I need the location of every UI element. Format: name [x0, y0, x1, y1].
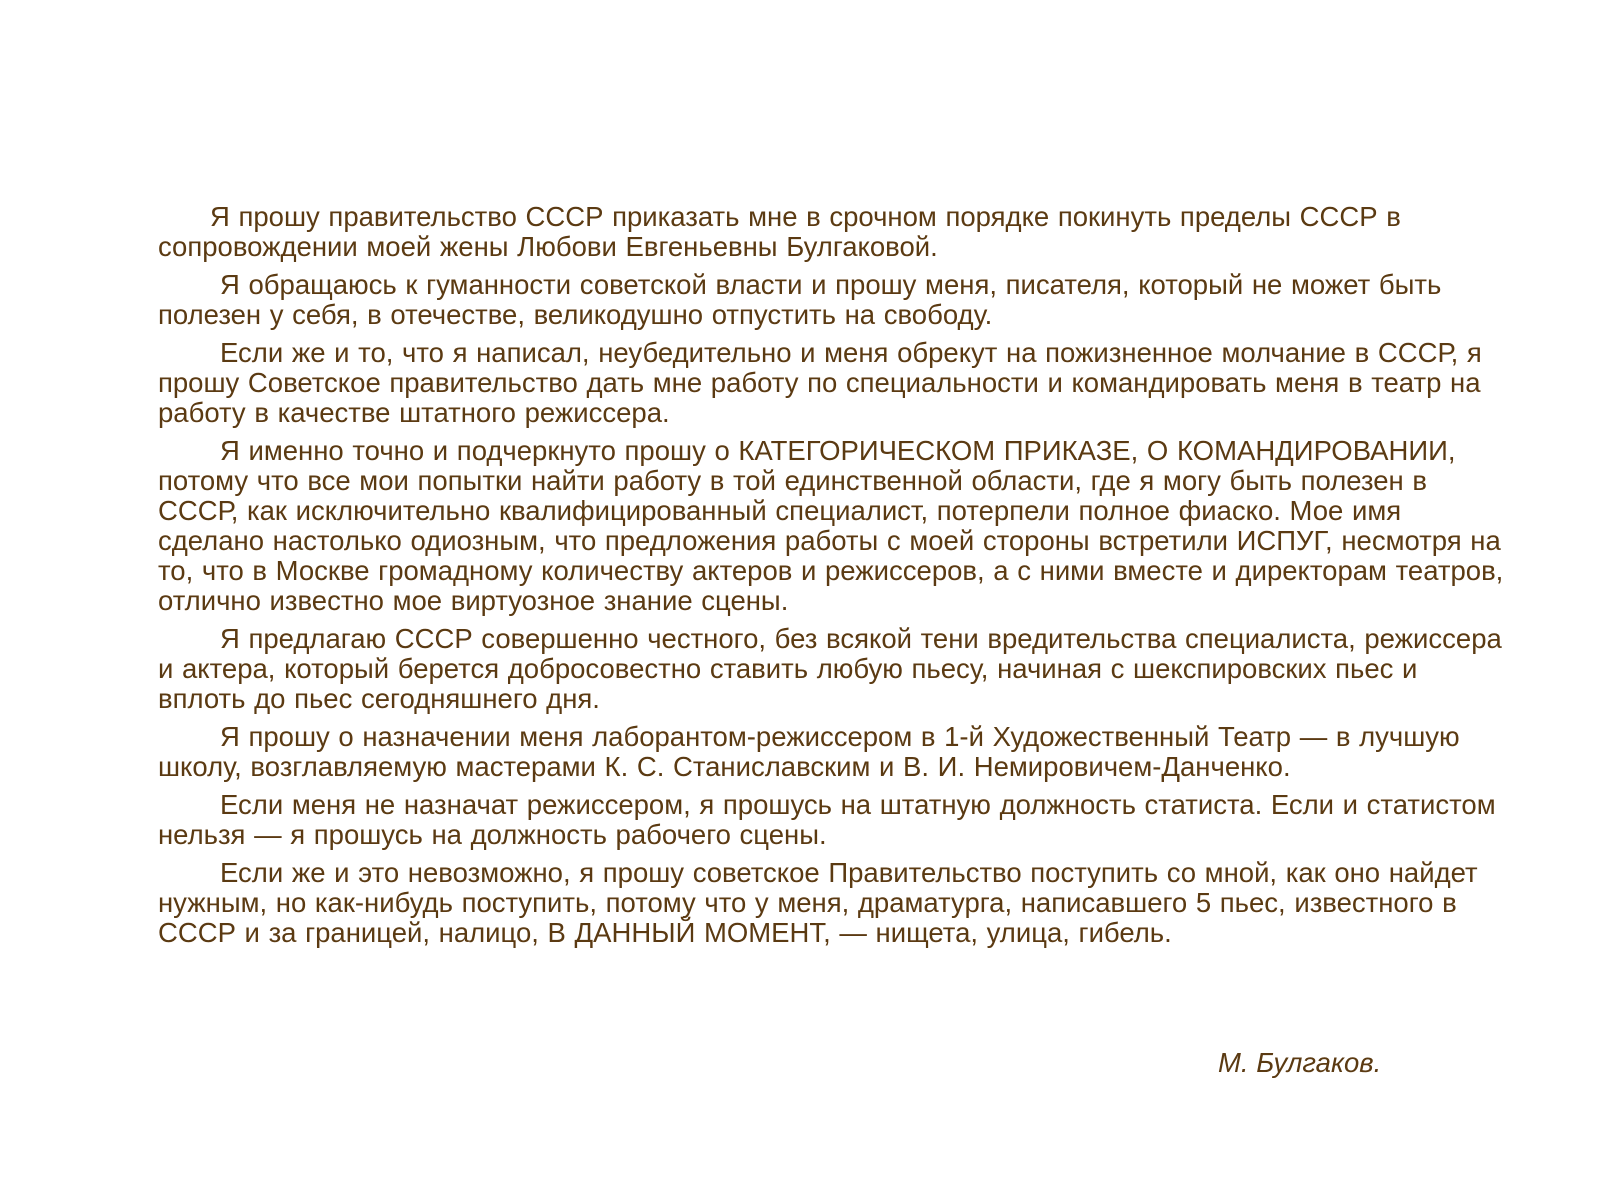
letter-paragraph-7: Если меня не назначат режиссером, я прошусь на штатную должность статиста. Если и статистом нельзя — я прошусь на должность рабочего сцены. [158, 789, 1496, 850]
letter-paragraph-6: Я прошу о назначении меня лаборантом-режиссером в 1-й Художественный Театр — в лучшую школу, возглавляемую мастерами К. С. Станиславским и В. И. Немировичем-Данченко. [158, 721, 1460, 782]
letter-paragraph-1: Я прошу правительство СССР приказать мне в срочном порядке покинуть пределы СССР в сопровождении моей жены Любови Евгеньевны Булгаковой. [158, 201, 1401, 262]
author-signature: М. Булгаков. [1218, 1047, 1382, 1078]
letter-paragraph-5: Я предлагаю СССР совершенно честного, без всякой тени вредительства специалиста, режиссера и актера, который берется добросовестно ставить любую пьесу, начиная с шекспировских пьес и вплоть до пьес сегодняшнего дня. [158, 623, 1502, 714]
letter-paragraph-4: Я именно точно и подчеркнуто прошу о КАТЕГОРИЧЕСКОМ ПРИКАЗЕ, О КОМАНДИРОВАНИИ, потому что все мои попытки найти работу в той единственной области, где я могу быть полезен в СССР, как исключительно квалифицированный специалист, потерпели полное фиаско. Мое имя сделано настолько одиозным, что предложения работы с моей стороны встретили ИСПУГ, несмотря на то, что в Москве громадному количеству актеров и режиссеров, а с ними вместе и директорам театров, отлично известно мое виртуозное знание сцены. [158, 435, 1504, 616]
letter-paragraph-2: Я обращаюсь к гуманности советской власти и прошу меня, писателя, который не может быть полезен у себя, в отечестве, великодушно отпустить на свободу. [158, 269, 1442, 330]
letter-body [158, 202, 1508, 956]
letter-paragraph-3: Если же и то, что я написал, неубедительно и меня обрекут на пожизненное молчание в СССР, я прошу Советское правительство дать мне работу по специальности и командировать меня в театр на работу в качестве штатного режиссера. [158, 337, 1482, 428]
letter-paragraph-8: Если же и это невозможно, я прошу советское Правительство поступить со мной, как оно найдет нужным, но как-нибудь поступить, потому что у меня, драматурга, написавшего 5 пьес, известного в СССР и за границей, налицо, В ДАННЫЙ МОМЕНТ, — нищета, улица, гибель. [158, 857, 1478, 948]
